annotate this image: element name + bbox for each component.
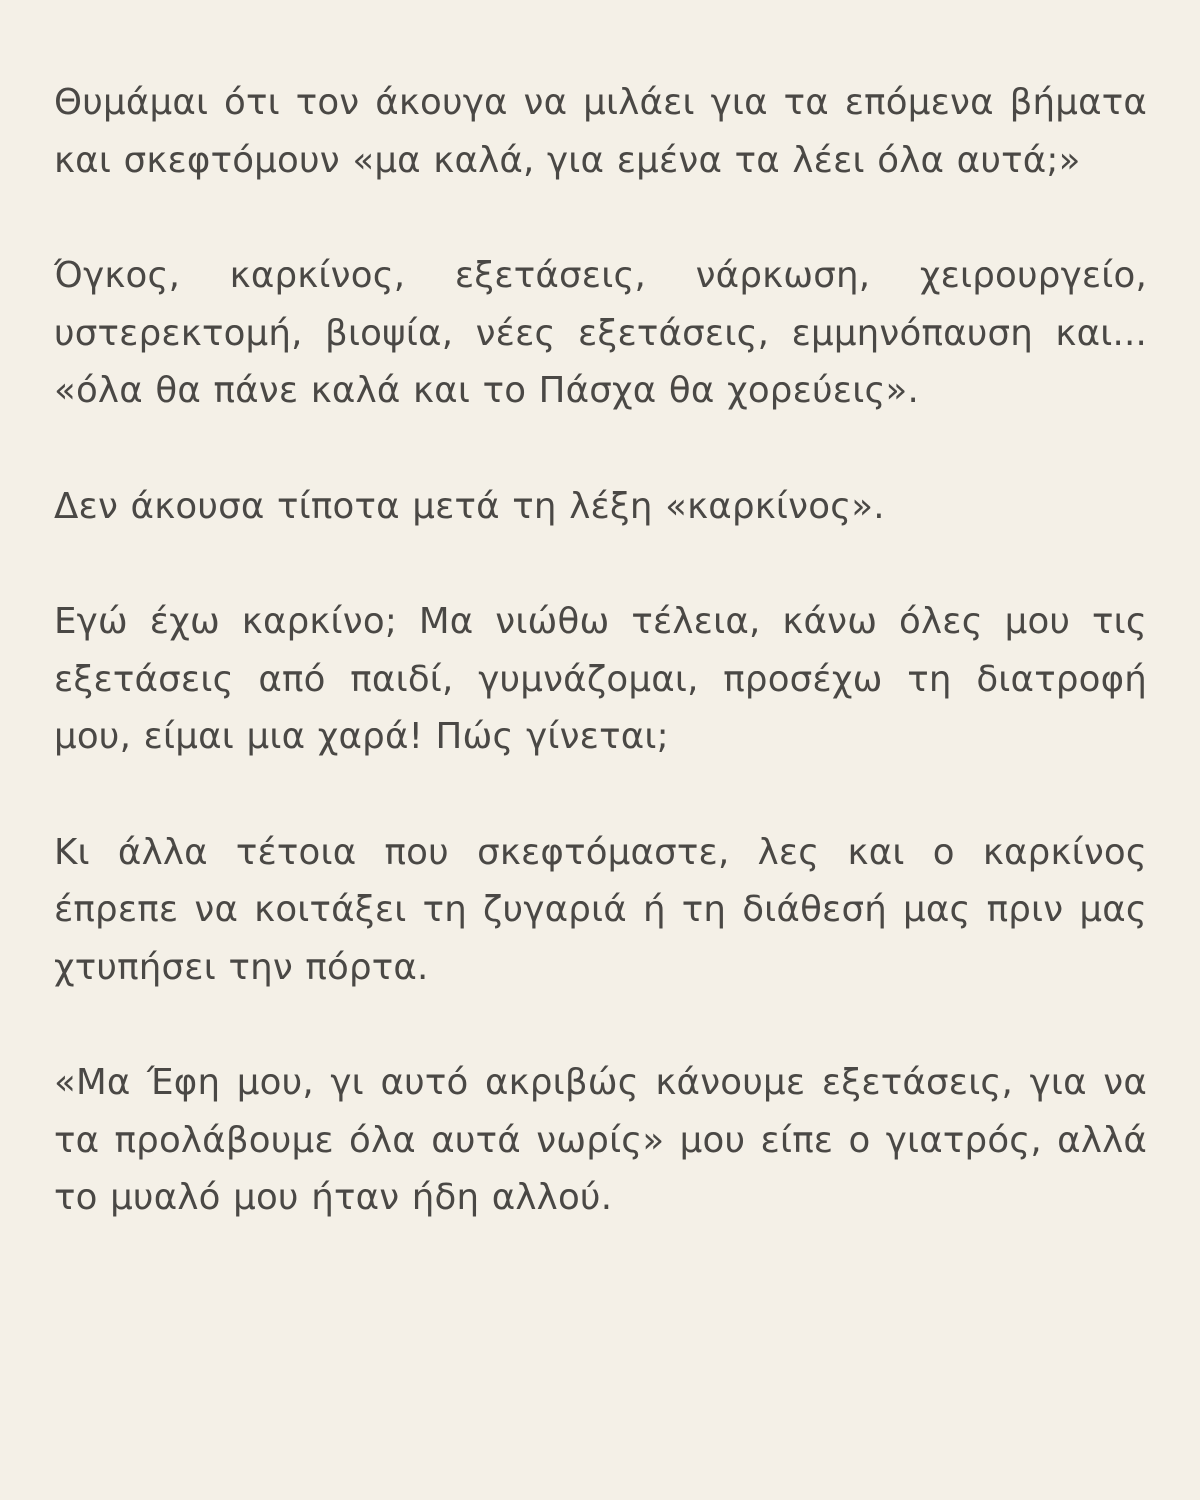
paragraph-5: Κι άλλα τέτοια που σκεφτόμαστε, λες και ο καρκίνος έπρεπε να κοιτάξει τη ζυγαριά ή τη διάθεσή μας πριν μας χτυπήσει την πόρτα. [54,831,1147,988]
paragraph-4: Εγώ έχω καρκίνο; Μα νιώθω τέλεια, κάνω όλες μου τις εξετάσεις από παιδί, γυμνάζομαι, προσέχω τη διατροφή μου, είμαι μια χαρά! Πώς γίνεται; [54,601,1147,757]
paragraph-3: Δεν άκουσα τίποτα μετά τη λέξη «καρκίνος». [54,485,885,527]
paragraph-6: «Μα Έφη μου, γι αυτό ακριβώς κάνουμε εξετάσεις, για να τα προλάβουμε όλα αυτά νωρίς» μου είπε ο γιατρός, αλλά το μυαλό μου ήταν ήδη αλλού. [54,1062,1147,1218]
paragraph-2: Όγκος, καρκίνος, εξετάσεις, νάρκωση, χειρουργείο, υστερεκτομή, βιοψία, νέες εξετάσεις, εμμηνόπαυση και... «όλα θα πάνε καλά και το Πάσχα θα χορεύεις». [54,255,1147,411]
paragraph-1: Θυμάμαι ότι τον άκουγα να μιλάει για τα επόμενα βήματα και σκεφτόμουν «μα καλά, για εμένα τα λέει όλα αυτά;» [54,82,1147,181]
